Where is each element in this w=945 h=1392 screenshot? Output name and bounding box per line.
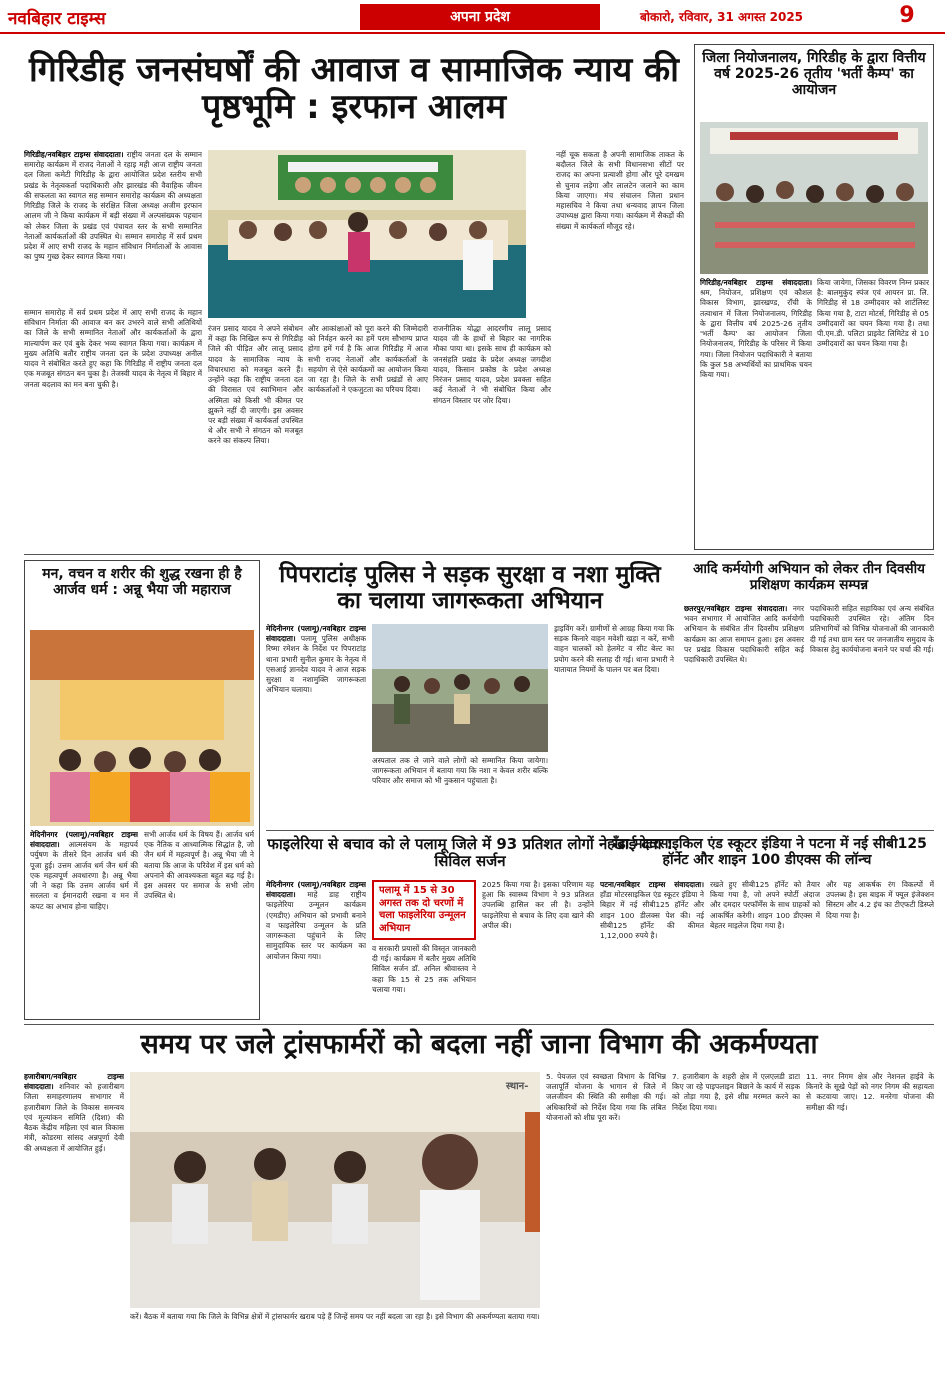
transformer-col-1 bbox=[24, 1072, 124, 1384]
filaria-col-2 bbox=[372, 944, 476, 1020]
camp-col-1 bbox=[700, 278, 812, 546]
transformer-text-1: शनिवार को हजारीबाग जिला समाहरणालय सभागार में हजारीबाग जिले के विकास समन्वय एवं मूल्यांकन समिति (दिशा) की बैठक केंद्रीय महिला एवं बाल विकास मंत्री, कोडरमा सांसद अन्नपूर्णा देवी की अध्यक्षता में आयोजित हुई। bbox=[24, 1082, 124, 1153]
honda-col-1 bbox=[600, 880, 704, 1020]
section-divider-2 bbox=[266, 830, 934, 831]
meeting-stage-image bbox=[208, 150, 526, 318]
honda-text-1: हॉंडा मोटरसाइकिल एंड स्कूटर इंडिया ने बिहार में नई सीबी125 हॉर्नेट और शाइन 100 डीलक्स पेश की। नई सीबी125 हॉर्नेट की कीमत 1,12,000 रुपये है। bbox=[600, 890, 704, 941]
lead-text-2: सम्मान समारोह में सर्व प्रथम प्रदेश में आए सभी राजद के महान संविधान निर्माता की आवाज बन कर उभरने वाले सभी अतिथियों का जिले के सभी सम्मानित नेताओं और कार्यकर्ताओं के द्वारा माल्यार्पण कर एवं बुके देकर भव्य स्वागत किया गया। कार्यक्रम में मुख्य अतिथि बतौर राष्ट्रीय जनता दल के प्रदेश उपाध्यक्ष अनील यादव ने संबोधित करते हुए कहा कि गिरिडीह में राष्ट्रीय जनता दल एक मजबूत संगठन बन चुका है। तेजस्वी यादव के नेतृत्व में बिहार में जनता बदलाव का मन बना चुकी है। bbox=[24, 308, 202, 389]
arjav-photo bbox=[30, 630, 254, 826]
transformer-headline: समय पर जले ट्रांसफार्मरों को बदला नहीं जाना विभाग की अकर्मण्यता bbox=[140, 1029, 818, 1060]
recruitment-hall-image bbox=[700, 122, 928, 274]
arjav-headline: मन, वचन व शरीर की शुद्ध रखना ही है आर्जव धर्म : अन्नू भैया जी महाराज bbox=[42, 566, 242, 599]
lead-col-1 bbox=[24, 150, 202, 306]
lead-headline: गिरिडीह जनसंघर्षों की आवाज व सामाजिक न्याय की पृष्ठभूमि : इरफान आलम bbox=[29, 50, 679, 128]
filaria-text-3: 2025 किया गया है। इसका परिणाम यह हुआ कि स्वास्थ्य विभाग ने 93 प्रतिशत उपलब्धि हासिल कर ली है। उन्होंने फाइलेरिया से बचाव के लिए दवा खाने की अपील की। bbox=[482, 880, 594, 930]
transformer-col-2 bbox=[130, 1312, 540, 1384]
camp-dateline: गिरिडीह/नवबिहार टाइम्स संवाददाता। bbox=[700, 278, 812, 287]
police-awareness-image bbox=[372, 624, 548, 752]
section-divider-3 bbox=[24, 1024, 934, 1025]
transformer-col-5 bbox=[806, 1072, 934, 1384]
honda-text-3: और यह आकर्षक रंग विकल्पों में उपलब्ध है। इस बाइक में फ्यूल इंजेक्शन सिस्टम और 4.2 इंच का टीएफटी डिस्प्ले दिया गया है। bbox=[826, 880, 934, 920]
section-banner: अपना प्रदेश bbox=[360, 4, 600, 30]
adi-col-1 bbox=[684, 604, 804, 824]
section-divider-1 bbox=[24, 554, 934, 555]
transformer-text-4: 7. हजारीबाग के शहरी क्षेत्र में एलएलडी डाटा किए जा रहे पाइपलाइन बिछाने के कार्य में सड़क को तोड़ा गया है, इसे शीघ्र मरम्मत करने का निर्देश दिया गया। bbox=[672, 1072, 800, 1112]
arjav-col-1 bbox=[30, 830, 138, 1016]
transformer-text-5: 11. नगर निगम क्षेत्र और नेशनल हाईवे के किनारे के सूखे पेड़ों को नगर निगम की सहायता से कटवाया जाए। 12. मनरेगा योजना की समीक्षा की गई। bbox=[806, 1072, 934, 1112]
filaria-dateline: मेदिनीनगर (पलामू)/नवबिहार टाइम्स संवाददाता। bbox=[266, 880, 366, 900]
pipratand-text-2: अस्पताल तक ले जाने वाले लोगों को सम्मानित किया जायेगा। जागरूकता अभियान में बताया गया कि नशा न केवल शरीर बल्कि परिवार और समाज को भी नुकसान पहुंचाता है। bbox=[372, 756, 548, 786]
lead-text-6: नहीं चूक सकता है अपनी सामाजिक ताकत के बदौलत जिले के सभी विधानसभा सीटों पर राजद का अपना प्रत्याशी होगा और पूरे दमखम से चुनाव लड़ेगा और लालटेन जलाने का काम किया जाएगा। मंच संचालन जिला प्रधान महासचिव ने किया तथा धन्यवाद ज्ञापन जिला उपाध्यक्ष द्वारा किया गया। कार्यक्रम में सैकड़ों की संख्या में कार्यकर्ता मौजूद रहे। bbox=[556, 150, 684, 231]
pipratand-col-2 bbox=[372, 756, 548, 824]
transformer-col-4 bbox=[672, 1072, 800, 1384]
pipratand-col-3 bbox=[554, 624, 674, 824]
filaria-col-1 bbox=[266, 880, 366, 1020]
arjav-col-2 bbox=[144, 830, 254, 1016]
pipratand-col-1 bbox=[266, 624, 366, 824]
lead-text-4: और आकांक्षाओं को पूरा करने की जिम्मेदारी को निर्वहन करने का हमें परम सौभाग्य प्राप्त होगा हमें गर्व है कि आज गिरिडीह में आज सभी राजद नेताओं और कार्यकर्ताओं के सहयोग से ऐसे कार्यक्रमों का आयोजन किया जा रहा है। जिले के सभी प्रखंडों से आए कार्यकर्ताओं ने एकजुटता का परिचय दिया। bbox=[308, 324, 428, 395]
adi-col-2 bbox=[810, 604, 934, 824]
transformer-col-3 bbox=[546, 1072, 666, 1384]
lead-text-1: राष्ट्रीय जनता दल के सम्मान समारोह कार्यक्रम में राजद नेताओं ने रहाइ मही आज राष्ट्रीय जनता दल जिला कमेटी गिरिडीह के द्वारा आयोजित प्रदेश स्तरीय सभी प्रखंड के नेतृत्वकर्ता पदाधिकारी और झारखंड की वैवाहिक जीवन की सफलता का स्वागत सह सम्मान समारोह कार्यक्रम की अध्यक्षता गिरिडीह जिले के राजद के संरक्षित जिला अध्यक्ष अजीम इरफान आलम जी ने किया कार्यक्रम में बड़ी संख्या में अल्पसंख्यक पहचान को लेकर जिला के प्रखंड एवं पंचायत स्तर के सभी सम्मानित नेताओं कार्यकर्ताओं की उपस्थित थे। सम्मान समारोह में सर्व प्रथम प्रदेश में आए सभी राजद के महान संविधान निर्माताओं के आवास का पुष्प गुच्छ देकर स्वागत किया गया। bbox=[24, 150, 202, 262]
camp-photo bbox=[700, 122, 928, 274]
pipratand-headline: पिपराटांड़ पुलिस ने सड़क सुरक्षा व नशा मुक्ति का चलाया जागरूकता अभियान bbox=[279, 562, 661, 615]
transformer-photo bbox=[130, 1072, 540, 1308]
page-number: 9 bbox=[899, 3, 915, 28]
adi-headline: आदि कर्मयोगी अभियान को लेकर तीन दिवसीय प्रशिक्षण कार्यक्रम सम्पन्न bbox=[693, 561, 925, 593]
adi-dateline: छतरपुर/नवबिहार टाइम्स संवाददाता। bbox=[684, 604, 788, 613]
filaria-text-2: व सरकारी प्रयासों की विस्तृत जानकारी दी गई। कार्यक्रम में बतौर मुख्य अतिथि सिविल सर्जन डॉ. अनिल श्रीवास्तव ने कहा कि 15 से 25 तक अभियान चलाया गया। bbox=[372, 944, 476, 994]
newspaper-brand: नवबिहार टाइम्स bbox=[8, 9, 106, 29]
issue-date: बोकारो, रविवार, 31 अगस्त 2025 bbox=[640, 10, 804, 24]
pipratand-dateline: मेदिनीनगर (पलामू)/नवबिहार टाइम्स संवाददाता। bbox=[266, 624, 366, 644]
arjav-text-2: सभी आर्जव धर्म के विषय हैं। आर्जव धर्म एक नैतिक व आध्यात्मिक सिद्धांत है, जो जैन धर्म में महत्वपूर्ण है। अन्नू भैया जी ने बताया कि आज के परिवेश में इस धर्म को अपनाने की आवश्यकता बहुत बढ़ गई है। इस अवसर पर समाज के सभी लोग उपस्थित थे। bbox=[144, 830, 254, 901]
adi-text-2: पदाधिकारी सहित सहायिका एवं अन्य संबंधित पदाधिकारी उपस्थित रहे। अंतिम दिन प्रतिभागियों को विभिन्न योजनाओं की जानकारी दी गई तथा ग्राम स्तर पर जनजातीय समुदाय के विकास हेतु कार्ययोजना बनाने पर चर्चा की गई। bbox=[810, 604, 934, 654]
lead-text-3: रंजन प्रसाद यादव ने अपने संबोधन में कहा कि निखिल रूप से गिरिडीह जिले की पीड़ित और लालू प्रसाद यादव के सामाजिक न्याय के विचारधारा को मजबूत करने हैं। उन्होंने कहा कि राष्ट्रीय जनता दल की विरासत एवं स्वाभिमान और अस्मिता को किसी भी कीमत पर झुकने नहीं दी जाएगी। इस अवसर पर बड़ी संख्या में कार्यकर्ता उपस्थित थे और सभी ने संगठन को मजबूत करने का संकल्प लिया। bbox=[208, 324, 303, 446]
camp-headline: जिला नियोजनालय, गिरिडीह के द्वारा वित्तीय वर्ष 2025-26 तृतीय 'भर्ती कैम्प' का आयोजन bbox=[702, 50, 926, 99]
honda-col-2 bbox=[710, 880, 820, 1020]
transformer-text-2: करें। बैठक में बताया गया कि जिले के विभिन्न क्षेत्रों में ट्रांसफार्मर खराब पड़े हैं जिन्हें समय पर नहीं बदला जा रहा है। इसे विभाग की अकर्मण्यता बताया गया। bbox=[130, 1312, 540, 1321]
honda-dateline: पटना/नवबिहार टाइम्स संवाददाता। bbox=[600, 880, 704, 889]
transformer-text-3: 5. पेयजल एवं स्वच्छता विभाग के विभिन्न जलापूर्ति योजना के भागान से जिले में जलजीवन की स्थिति की समीक्षा की गई। अधिकारियों को निर्देश दिया गया कि लंबित योजनाओं को शीघ्र पूरा करें। bbox=[546, 1072, 666, 1122]
lead-col-3 bbox=[208, 324, 303, 548]
filaria-col-3 bbox=[482, 880, 594, 1020]
honda-col-3 bbox=[826, 880, 934, 1020]
pipratand-text-1: पलामू पुलिस अधीक्षक रिष्मा रमेशन के निर्देश पर पिपराटांड़ थाना प्रभारी सुनील कुमार के नेतृत्व में एसआई ज्ञानदेव यादव ने आज सड़क सुरक्षा व नशामुक्ति जागरूकता अभियान चलाया। bbox=[266, 634, 366, 695]
filaria-text-1: माहे डाह राष्ट्रीय फाइलेरिया उन्मूलन कार्यक्रम (एमडीए) अभियान को प्रभावी बनाने व फाइलेरिया उन्मूलन के प्रति जागरूकता पहुंचाने के लिए सामुदायिक स्तर पर कार्यक्रम का आयोजन किया गया। bbox=[266, 890, 366, 961]
disha-meeting-image bbox=[130, 1072, 540, 1308]
ceremony-image bbox=[30, 630, 254, 826]
lead-col-6 bbox=[556, 150, 684, 548]
filaria-highlight: पलामू में 15 से 30 अगस्त तक दो चरणों में चला फाइलेरिया उन्मूलन अभियान bbox=[372, 880, 476, 940]
camp-text-2: किया जायेगा, जिसका विवरण निम्न प्रकार है: बालमुकुंद स्पंज एवं आयरन प्रा. लि. गिरिडीह से 18 उम्मीदवार को शार्टलिस्ट किया गया है, टाटा मोटर्स, गिरिडीह से 05 उम्मीदवारों का चयन किया गया है। तथा पी.एम.डी. पलिटा प्राइवेट लिमिटेड से 10 उम्मीदवारों का चयन किया गया है। bbox=[817, 278, 929, 349]
transformer-dateline: हजारीबाग/नवबिहार टाइम्स संवाददाता। bbox=[24, 1072, 124, 1092]
masthead bbox=[0, 0, 945, 34]
lead-text-5: राजनीतिक योद्धा आदरणीय लालू प्रसाद यादव जी के हाथों से बिहार का नागरिक मौका पाया था। इसके साथ ही कार्यक्रम को जनसंहति प्रखंड के प्रदेश अध्यक्ष जगदीश यादव, किसान प्रकोष्ठ के प्रदेश अध्यक्ष निरंजन प्रसाद यादव, प्रदेश प्रवक्ता सहित कई नेताओं ने भी संबोधित किया और संगठन विस्तार पर जोर दिया। bbox=[433, 324, 551, 405]
lead-dateline: गिरिडीह/नवबिहार टाइम्स संवाददाता। bbox=[24, 150, 124, 159]
filaria-headline: फाइलेरिया से बचाव को ले पलामू जिले में 93 प्रतिशत लोगों ने खाई दवा : सिविल सर्जन bbox=[267, 835, 673, 871]
camp-text-1: श्रम, नियोजन, प्रशिक्षण एवं कौशल विकास विभाग, झारखण्ड, राँची के तत्वाधान में जिला नियोजनालय, गिरिडीह के द्वारा वित्तीय वर्ष 2025-26 तृतीय 'भर्ती कैम्प' का आयोजन जिला नियोजनालय, गिरिडीह के परिसर में किया गया। जिला नियोजन पदाधिकारी ने बताया कि कुल 58 अभ्यर्थियों का प्राथमिक चयन किया गया। bbox=[700, 288, 812, 379]
adi-text-1: नगर भवन सभागार में आयोजित आदि कर्मयोगी अभियान के संबंधित तीन दिवसीय प्रशिक्षण कार्यक्रम का आज समापन हुआ। इस अवसर पर प्रखंड विकास पदाधिकारी सहित कई पदाधिकारी उपस्थित थे। bbox=[684, 604, 804, 665]
arjav-dateline: मेदिनीनगर (पलामू)/नवबिहार टाइम्स संवाददाता। bbox=[30, 830, 138, 850]
transformer-photo-tag: स्थान- bbox=[506, 1081, 529, 1092]
honda-text-2: रखते हुए सीबी125 हॉर्नेट को तैयार किया गया है, जो अपने स्पोर्टी अंदाज और दमदार परफॉर्मेंस के साथ ग्राहकों को आकर्षित करेगी। शाइन 100 डीएक्स में बेहतर माइलेज दिया गया है। bbox=[710, 880, 820, 930]
lead-col-4 bbox=[308, 324, 428, 548]
lead-photo bbox=[208, 150, 526, 318]
lead-col-5 bbox=[433, 324, 551, 548]
pipratand-photo bbox=[372, 624, 548, 752]
honda-headline: हॉंडा मोटरसाइकिल एंड स्कूटर इंडिया ने पटना में नई सीबी125 हॉर्नेट और शाइन 100 डीएक्स की लॉन्च bbox=[607, 836, 927, 869]
pipratand-text-3: ड्राइविंग करें। ग्रामीणों से आग्रह किया गया कि सड़क किनारे वाहन मवेशी खड़ा न करें, सभी वाहन चालकों को हेलमेट व सीट बेल्ट का प्रयोग करने की सलाह दी गई। थाना प्रभारी ने यातायात नियमों के पालन पर बल दिया। bbox=[554, 624, 674, 674]
camp-col-2 bbox=[817, 278, 929, 546]
arjav-text-1: आत्मसंयम के महापर्व पर्युषण के तीसरे दिन आर्जव धर्म की पूजा हुई। उत्तम आर्जव धर्म जैन धर्म की एक महत्वपूर्ण अवधारणा है। अन्नू भैया जी ने कहा कि उत्तम आर्जव धर्म में सरलता व ईमानदारी रखना व मन में कपट का अभाव होना चाहिए। bbox=[30, 840, 138, 911]
lead-col-2 bbox=[24, 308, 202, 548]
